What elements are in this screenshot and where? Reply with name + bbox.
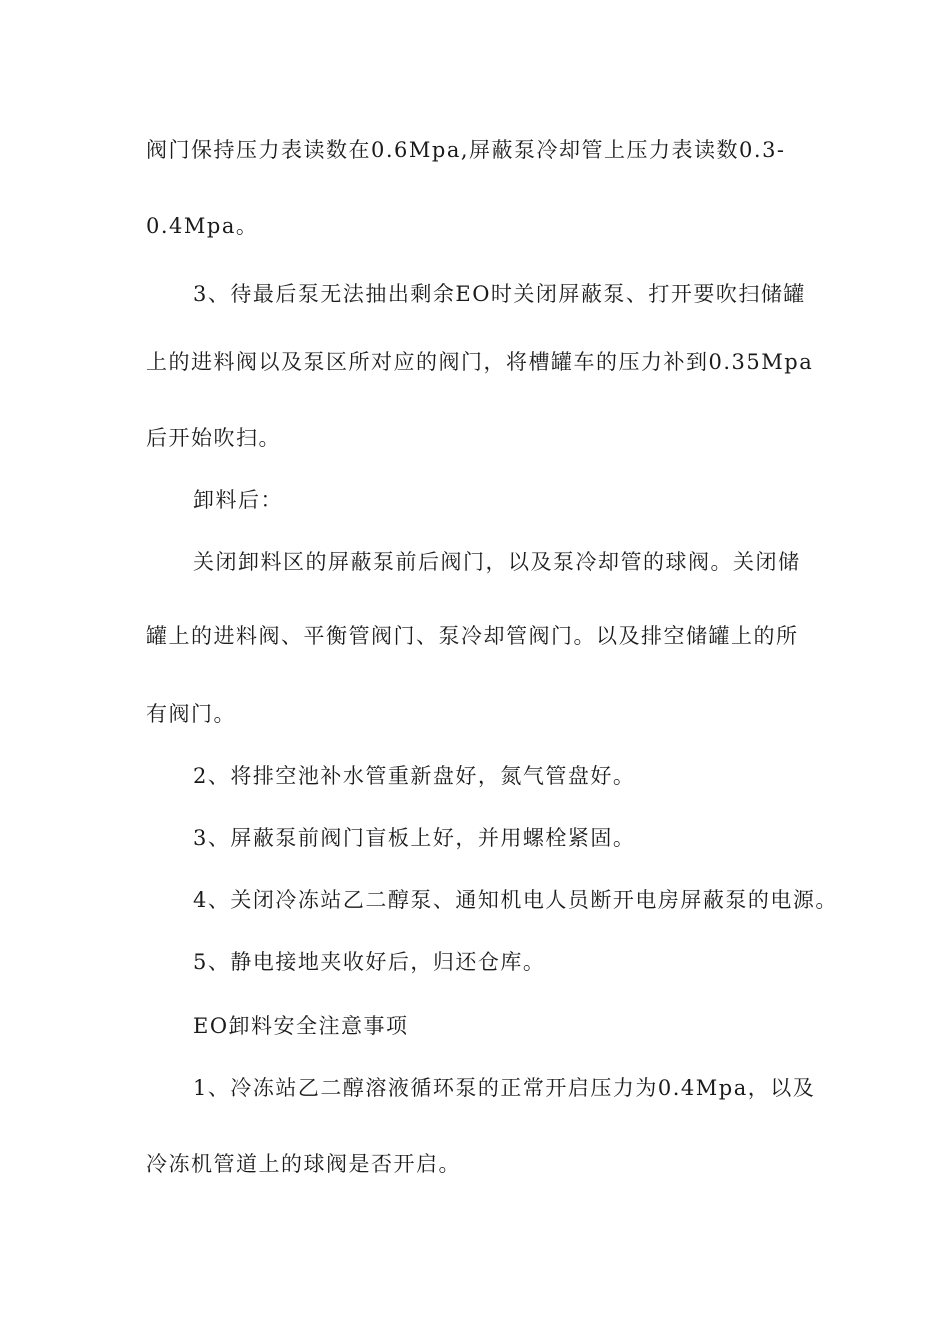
text-line: 0.4Mpa。 — [146, 214, 259, 238]
section-heading: 卸料后： — [193, 488, 283, 512]
text-line: 上的进料阀以及泵区所对应的阀门，将槽罐车的压力补到0.35Mpa — [146, 350, 814, 374]
text-line: 冷冻机管道上的球阀是否开启。 — [146, 1152, 461, 1176]
list-item: 5、静电接地夹收好后，归还仓库。 — [193, 950, 546, 974]
section-heading: EO卸料安全注意事项 — [193, 1014, 409, 1038]
text-line: 有阀门。 — [146, 702, 236, 726]
text-line: 罐上的进料阀、平衡管阀门、泵冷却管阀门。以及排空储罐上的所 — [146, 624, 799, 648]
text-line: 3、待最后泵无法抽出剩余EO时关闭屏蔽泵、打开要吹扫储罐 — [193, 282, 806, 306]
list-item: 1、冷冻站乙二醇溶液循环泵的正常开启压力为0.4Mpa，以及 — [193, 1076, 816, 1100]
list-item: 4、关闭冷冻站乙二醇泵、通知机电人员断开电房屏蔽泵的电源。 — [193, 888, 838, 912]
list-item: 2、将排空池补水管重新盘好，氮气管盘好。 — [193, 764, 636, 788]
text-line: 阀门保持压力表读数在0.6Mpa,屏蔽泵冷却管上压力表读数0.3- — [146, 138, 786, 162]
text-line: 关闭卸料区的屏蔽泵前后阀门，以及泵冷却管的球阀。关闭储 — [193, 550, 801, 574]
list-item: 3、屏蔽泵前阀门盲板上好，并用螺栓紧固。 — [193, 826, 636, 850]
text-line: 后开始吹扫。 — [146, 426, 281, 450]
